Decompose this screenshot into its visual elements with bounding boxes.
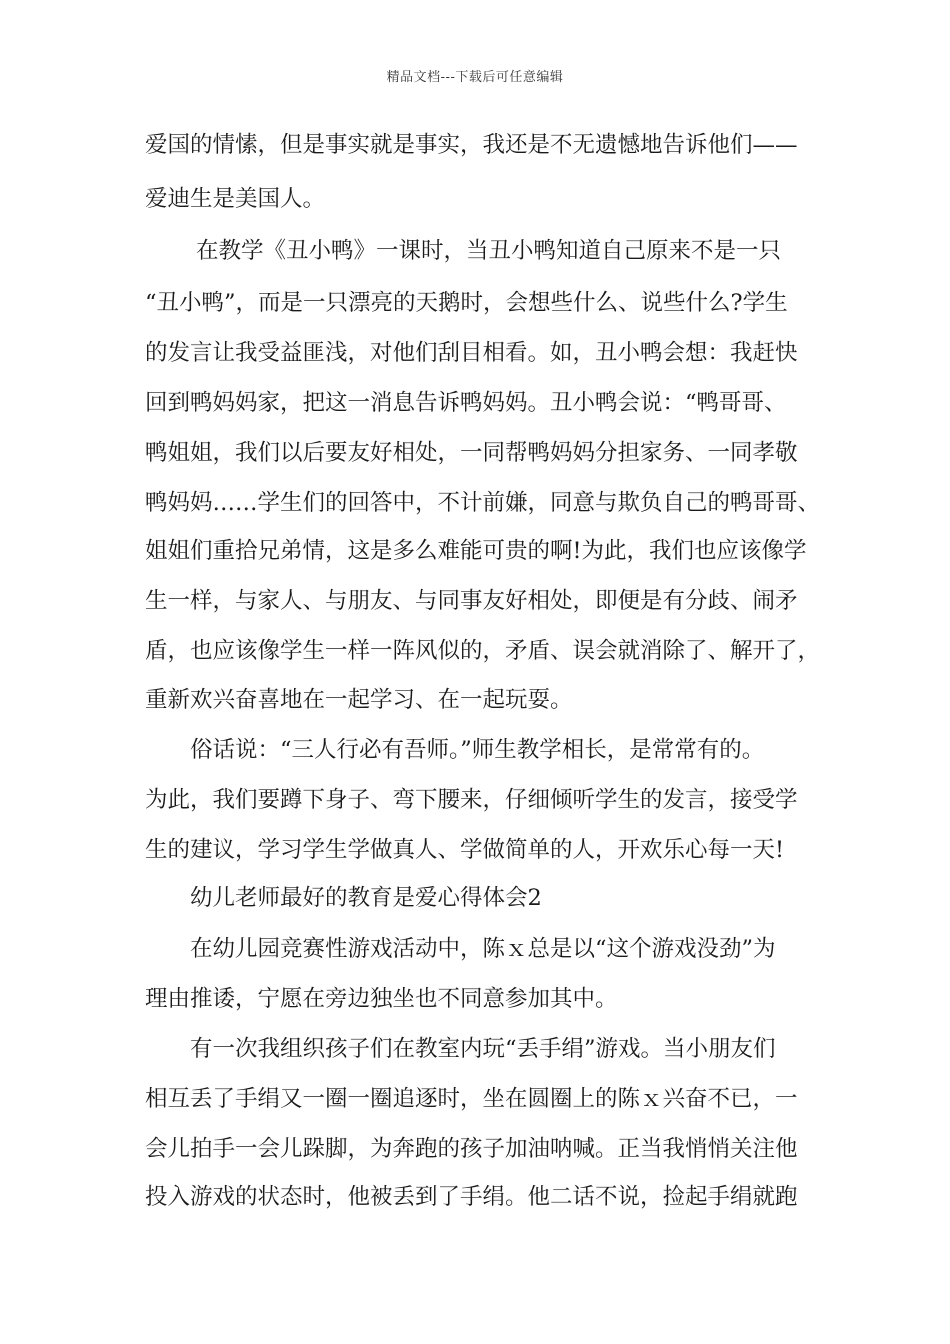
text-line: 在教学《丑小鸭》一课时，当丑小鸭知道自己原来不是一只: [196, 238, 782, 264]
section-heading: 幼儿老师最好的教育是爱心得体会2: [190, 885, 542, 911]
text-line: 鸭姐姐，我们以后要友好相处，一同帮鸭妈妈分担家务、一同孝敬: [145, 440, 798, 466]
text-line: 相互丢了手绢又一圈一圈追逐时，坐在圆圈上的陈ｘ兴奋不已，一: [145, 1086, 798, 1112]
page-header: 精品文档---下载后可任意编辑: [386, 70, 564, 85]
text-line: 理由推诿，宁愿在旁边独坐也不同意参加其中。: [145, 986, 618, 1012]
text-line: 在幼儿园竞赛性游戏活动中，陈ｘ总是以“这个游戏没劲”为: [190, 936, 776, 962]
text-line: 盾，也应该像学生一样一阵风似的，矛盾、误会就消除了、解开了，: [145, 638, 821, 664]
text-line: 鸭妈妈……学生们的回答中，不计前嫌，同意与欺负自己的鸭哥哥、: [145, 490, 821, 516]
text-line: 回到鸭妈妈家，把这一消息告诉鸭妈妈。丑小鸭会说：“鸭哥哥、: [145, 390, 787, 416]
text-line: “丑小鸭”，而是一只漂亮的天鹅时，会想些什么、说些什么?学生: [145, 290, 788, 316]
text-line: 重新欢兴奋喜地在一起学习、在一起玩耍。: [145, 687, 573, 713]
text-line: 俗话说：“三人行必有吾师。”师生教学相长，是常常有的。: [190, 737, 765, 763]
text-line: 会儿拍手一会儿跺脚，为奔跑的孩子加油呐喊。正当我悄悄关注他: [145, 1136, 798, 1162]
text-line: 爱迪生是美国人。: [145, 186, 326, 212]
text-line: 有一次我组织孩子们在教室内玩“丢手绢”游戏。当小朋友们: [190, 1036, 776, 1062]
text-line: 投入游戏的状态时，他被丢到了手绢。他二话不说，捡起手绢就跑: [145, 1184, 798, 1210]
text-line: 生的建议，学习学生学做真人、学做简单的人，开欢乐心每一天!: [145, 837, 785, 863]
text-line: 的发言让我受益匪浅，对他们刮目相看。如，丑小鸭会想：我赶快: [145, 340, 798, 366]
text-line: 爱国的情愫，但是事实就是事实，我还是不无遗憾地告诉他们——: [145, 132, 798, 158]
text-line: 生一样，与家人、与朋友、与同事友好相处，即便是有分歧、闹矛: [145, 588, 798, 614]
text-line: 为此，我们要蹲下身子、弯下腰来，仔细倾听学生的发言，接受学: [145, 787, 798, 813]
text-line: 姐姐们重拾兄弟情，这是多么难能可贵的啊!为此，我们也应该像学: [145, 538, 807, 564]
